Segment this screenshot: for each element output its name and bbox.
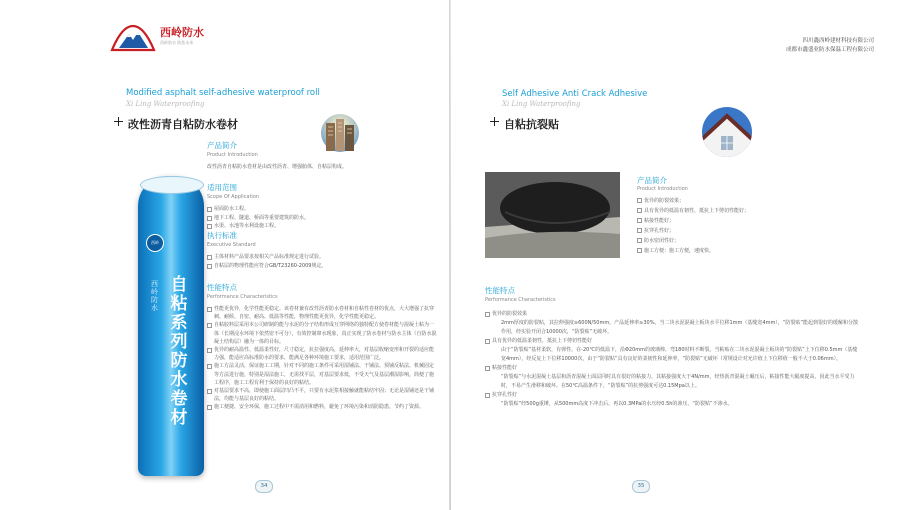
intro-item: 施工方便：施工方便，速度快。 [637, 246, 807, 256]
intro-heading-en: Product Introduction [207, 152, 258, 158]
standard-item: 自粘层的物理性能应符合GB/T23260-2009规定。 [207, 262, 437, 271]
intro-item: 优异的防裂效果； [637, 196, 807, 206]
scope-heading-en: Scope Of Application [207, 194, 260, 200]
scope-heading: 适用范围 [207, 183, 237, 192]
brand-name: 西岭防水 [160, 26, 204, 39]
product-roll-photo [485, 172, 620, 258]
scope-item: 水渠、水池等水利设施工程。 [207, 222, 437, 231]
feature-item: 自粘胶料层采用本公司研制的能与水泥的分子结构形成互穿网络的独特配方使卷材能与混凝土粘为一体（长期浸水环境下依然密不可分），有效控制窜水现象，真正实现了防水卷材与防水主体（自防水混凝土结构层）融为一体的目标。 [207, 321, 437, 346]
feature-head: 优异的防裂效果 [485, 310, 859, 319]
brand-slogan: 西岭防水 防您未来 [160, 40, 194, 45]
features-heading-en: Performance Characteristics [207, 294, 278, 300]
product-title-en: Self Adhesive Anti Crack Adhesive [502, 89, 648, 99]
feature-item: 对基层要求不高，即使施工面层凹凸不平，只要有水泥浆相接触就能粘结牢固；无论是湿铺还是干铺法，均能与基层良好的粘结。 [207, 387, 437, 403]
roll-top [140, 176, 204, 194]
roll-brand-label: 西岭防水 [151, 280, 158, 312]
feature-item: 施工便捷、安全环保，施工过程中不需消用和燃料，避免了环境污染和消防隐患，节约了资源。 [207, 403, 437, 411]
intro-item: 抗穿孔性好； [637, 226, 807, 236]
intro-item: 具有优异的低温有韧性，抵抗上下剪切性能好； [637, 206, 807, 216]
feature-head: 抗穿孔性好 [485, 391, 859, 400]
feature-item: 性能更优异，化学性能更稳定。该卷材兼有改性沥青防水卷材和自粘性卷材的优点，大大增强了抗穿刺、耐候、自密、耐高、低温等性能，物理性能更优异，化学性能更稳定。 [207, 305, 437, 321]
intro-heading: 产品简介 [637, 176, 667, 185]
product-title-cn: 自粘抗裂贴 [504, 118, 559, 131]
features-heading-en: Performance Characteristics [485, 297, 556, 303]
company-name-2: 成都市鑫盛业防水保温工程有限公司 [785, 47, 874, 53]
intro-text: 改性沥青自粘防水卷材是由改性沥青、增强胎体、自粘层构成。 [207, 164, 348, 170]
scope-item: 地下工程、隧道、桥面等重要建筑的防水。 [207, 214, 344, 223]
feature-head: 粘接性能好 [485, 364, 859, 373]
feature-head: 具有优异的低温柔韧性，抵抗上下剪切性能好 [485, 337, 859, 346]
intro-heading: 产品简介 [207, 141, 237, 150]
features-heading: 性能特点 [207, 283, 237, 292]
feature-text: 2mm厚度的防裂贴，其拉伸强度≥600N/50mm，产品延伸率≥30%。当二块水泥混凝土板块水平位移1mm（基缝宽4mm），“防裂贴”能起到很好的缓解和分散作用，经实验开闭合10000次，“防裂贴”无破坏。 [501, 320, 859, 335]
product-title-en: Modified asphalt self-adhesive waterproof roll [126, 88, 320, 98]
standard-heading: 执行标准 [207, 231, 237, 240]
feature-text: “防裂贴”经500g重锤，从500mm高度下冲击后，再以0.3MPa的水压经0.5h的渗压，“防裂贴”不渗水。 [501, 401, 733, 407]
scope-list [207, 205, 437, 231]
feature-text: 由于“防裂贴”基材柔软，有弹性，在-20℃的低温下，沿Φ20mm的玻璃棒，弯180时料不断裂。当粘贴在二块水泥混凝土板块的“防裂贴”上下位移0.5mm（基缝宽4mm），经反复上下位移10000次，由于“防裂贴”具有良好的柔韧性和延伸率，“防裂贴”无破坏（常规设计对允许值上下位移值一般不大于0.06mm）。 [501, 347, 858, 362]
product-title-cn: 改性沥青自粘防水卷材 [128, 118, 238, 131]
page-number: 34 [255, 480, 273, 493]
intro-list [637, 196, 807, 256]
features-list [207, 305, 437, 412]
product-roll-image [138, 176, 204, 476]
product-subtitle-en: Xi Ling Waterproofing [126, 100, 205, 108]
product-subtitle-en: Xi Ling Waterproofing [502, 100, 581, 108]
right-page [451, 0, 900, 510]
feature-text: “防裂贴”与水泥混凝土基层和沥青混凝土面层同时具有很好的粘接力，其粘接强度大于4N/mm，经热沥青混凝土碾压后，粘接性能大幅度提高，因此当水平受力时，不易产生滑移和破坏。在50℃高温条件下，“防裂贴”的抗剪强度可达0.15Mpa以上。 [501, 374, 855, 389]
standard-heading-en: Executive Standard [207, 242, 256, 248]
roll-badge: 西岭 [146, 234, 164, 252]
scope-item: 屋面防水工程。 [207, 205, 302, 214]
building-photo [318, 113, 362, 153]
feature-item: 优异的耐高温性、低温柔性好，尺寸稳定，抗拉强度高，延伸率大，对基层收缩变形和开裂的适应能力强，能适应高标准防水的要求，能满足各种环境施工要求，适用范围广泛。 [207, 346, 437, 362]
intro-heading-en: Product Introduction [637, 186, 688, 192]
features-heading: 性能特点 [485, 286, 515, 295]
standard-list [207, 253, 437, 270]
company-name-1: 四川鑫西岭建材科技有限公司 [802, 38, 874, 44]
standard-item: 主体材料产品要求按相关产品标准规定进行试验。 [207, 253, 437, 262]
feature-item: 施工方法灵活，保证施工工期，针对不同的施工条件可采用湿铺法、干铺法、预铺反粘法、机械固定等方法进行施，特别是湿法施工，无需找平层，对基层要求低，不受天气及基层潮湿影响，简便了施工程序，施工工程有利于保持的良好的粘结。 [207, 362, 437, 387]
features-list [485, 310, 859, 409]
roll-label: 自粘系列防水卷材 [170, 275, 188, 428]
building-photo [701, 106, 753, 158]
intro-item: 防水密闭性好； [637, 236, 807, 246]
intro-item: 粘接性能好； [637, 216, 807, 226]
page-number: 35 [632, 480, 650, 493]
brand-mountain-icon [110, 22, 156, 52]
